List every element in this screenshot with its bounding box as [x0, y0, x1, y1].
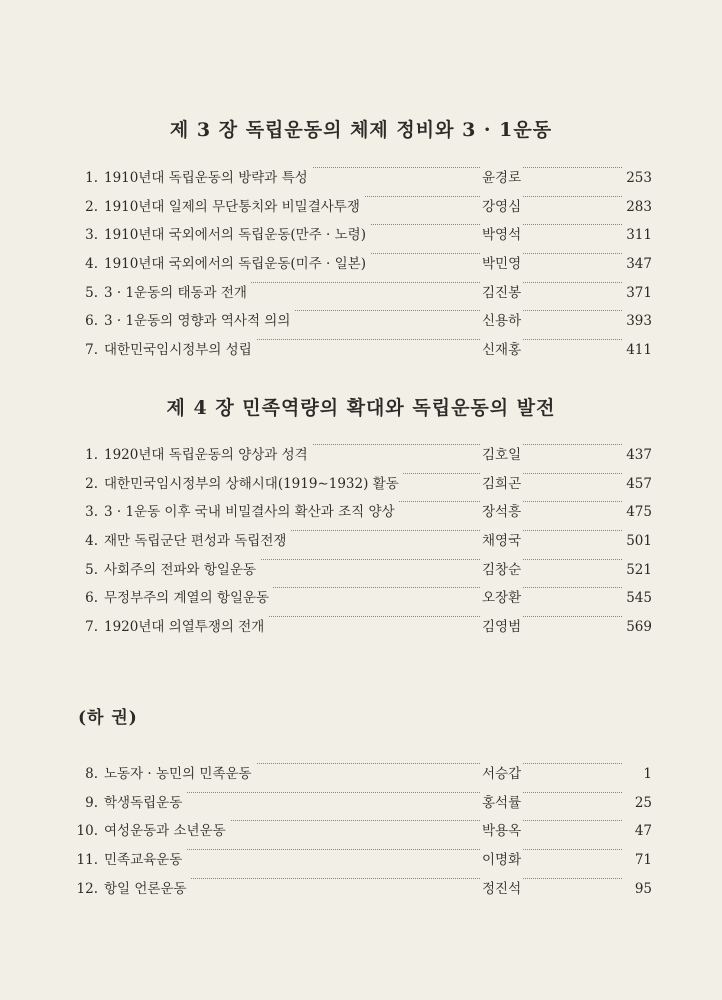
entry-author: 채영국 [480, 530, 523, 552]
entry-number: 8. [85, 766, 98, 782]
entry-title: 노동자 · 농민의 민족운동 [104, 763, 256, 785]
toc-entry [0, 501, 722, 530]
entry-title: 항일 언론운동 [104, 878, 191, 900]
entry-number: 3. [85, 227, 98, 244]
entry-page-number: 71 [633, 849, 654, 871]
entry-author: 김창순 [480, 559, 523, 581]
entry-author: 신용하 [480, 310, 523, 332]
entry-page-number: 283 [624, 196, 654, 218]
entry-number: 4. [85, 533, 98, 550]
entry-page-number: 393 [624, 310, 654, 332]
entry-author: 김호일 [480, 444, 523, 466]
entry-author: 장석흥 [480, 501, 523, 523]
entry-page-number: 569 [624, 616, 654, 638]
entry-title: 3 · 1운동의 영향과 역사적 의의 [104, 310, 294, 332]
entry-number: 5. [85, 284, 98, 301]
entry-number: 3. [85, 504, 98, 521]
toc-entry [0, 167, 722, 196]
entry-title: 1910년대 국외에서의 독립운동(만주 · 노령) [104, 224, 370, 246]
entry-author: 강영심 [480, 196, 523, 218]
toc-entry [0, 849, 722, 878]
entry-title: 1910년대 국외에서의 독립운동(미주 · 일본) [104, 253, 370, 275]
toc-entry [0, 792, 722, 821]
entry-title: 1910년대 일제의 무단통치와 비밀결사투쟁 [104, 196, 364, 218]
entry-page-number: 25 [633, 792, 654, 814]
entry-title: 3 · 1운동 이후 국내 비밀결사의 확산과 조직 양상 [104, 501, 399, 523]
entry-page-number: 1 [641, 763, 654, 785]
entry-number: 6. [85, 313, 98, 330]
entry-page-number: 521 [624, 559, 654, 581]
entry-number: 11. [76, 852, 98, 869]
entry-author: 이명화 [480, 849, 523, 871]
entry-number: 5. [85, 561, 98, 578]
entry-title: 무정부주의 계열의 항일운동 [104, 587, 273, 609]
toc-entry [0, 473, 722, 502]
entry-page-number: 371 [624, 282, 654, 304]
entry-page-number: 95 [633, 878, 654, 900]
entry-author: 오장환 [480, 587, 523, 609]
toc-entry [0, 196, 722, 225]
toc-entry [0, 444, 722, 473]
toc-entry [0, 253, 722, 282]
chapter-4-title: 제 4 장 민족역량의 확대와 독립운동의 발전 [166, 397, 556, 419]
entry-number: 10. [76, 823, 98, 840]
entry-author: 박민영 [480, 253, 523, 275]
entry-number: 2. [85, 475, 98, 492]
entry-number: 7. [85, 619, 98, 636]
chapter-3-title: 제 3 장 독립운동의 체제 정비와 3 · 1운동 [169, 119, 553, 141]
entry-number: 1. [85, 170, 98, 186]
toc-entry [0, 339, 722, 368]
entry-title: 1920년대 독립운동의 양상과 성격 [104, 444, 312, 466]
entry-author: 김영범 [480, 616, 523, 638]
entry-page-number: 475 [624, 501, 654, 523]
entry-page-number: 411 [624, 339, 654, 361]
toc-entry [0, 763, 722, 792]
volume-2-list [0, 763, 722, 906]
entry-number: 6. [85, 590, 98, 607]
entry-page-number: 457 [624, 473, 654, 495]
entry-page-number: 347 [624, 253, 654, 275]
toc-entry [0, 878, 722, 907]
entry-author: 김희곤 [480, 473, 523, 495]
entry-title: 대한민국임시정부의 상해시대(1919∼1932) 활동 [104, 473, 403, 495]
entry-title: 1920년대 의열투쟁의 전개 [104, 616, 268, 638]
entry-title: 학생독립운동 [104, 792, 186, 814]
entry-author: 신재홍 [480, 339, 523, 361]
toc-entry [0, 587, 722, 616]
chapter-4-list [0, 444, 722, 645]
toc-entry [0, 224, 722, 253]
entry-number: 2. [85, 198, 98, 215]
entry-author: 김진봉 [480, 282, 523, 304]
entry-number: 9. [85, 794, 98, 811]
toc-entry [0, 282, 722, 311]
toc-entry [0, 820, 722, 849]
entry-page-number: 47 [633, 820, 654, 842]
entry-title: 사회주의 전파와 항일운동 [104, 559, 260, 581]
entry-title: 1910년대 독립운동의 방략과 특성 [104, 167, 312, 189]
entry-number: 4. [85, 256, 98, 273]
entry-title: 재만 독립군단 편성과 독립전쟁 [104, 530, 290, 552]
volume-2-heading: (하 권) [78, 708, 138, 728]
entry-number: 1. [85, 447, 98, 463]
entry-author: 정진석 [480, 878, 523, 900]
entry-title: 대한민국임시정부의 성립 [104, 339, 256, 361]
toc-entry [0, 616, 722, 645]
entry-title: 민족교육운동 [104, 849, 186, 871]
entry-author: 박용옥 [480, 820, 523, 842]
entry-author: 박영석 [480, 224, 523, 246]
entry-page-number: 437 [624, 444, 654, 466]
entry-number: 12. [76, 880, 98, 897]
entry-page-number: 501 [624, 530, 654, 552]
toc-entry [0, 559, 722, 588]
toc-entry [0, 310, 722, 339]
entry-title: 3 · 1운동의 태동과 전개 [104, 282, 251, 304]
entry-author: 윤경로 [480, 167, 523, 189]
toc-entry [0, 530, 722, 559]
entry-page-number: 545 [624, 587, 654, 609]
entry-page-number: 311 [624, 224, 654, 246]
chapter-3-list [0, 167, 722, 368]
entry-author: 서승갑 [480, 763, 523, 785]
entry-number: 7. [85, 342, 98, 359]
entry-page-number: 253 [624, 167, 654, 189]
entry-title: 여성운동과 소년운동 [104, 820, 230, 842]
entry-author: 홍석률 [480, 792, 523, 814]
